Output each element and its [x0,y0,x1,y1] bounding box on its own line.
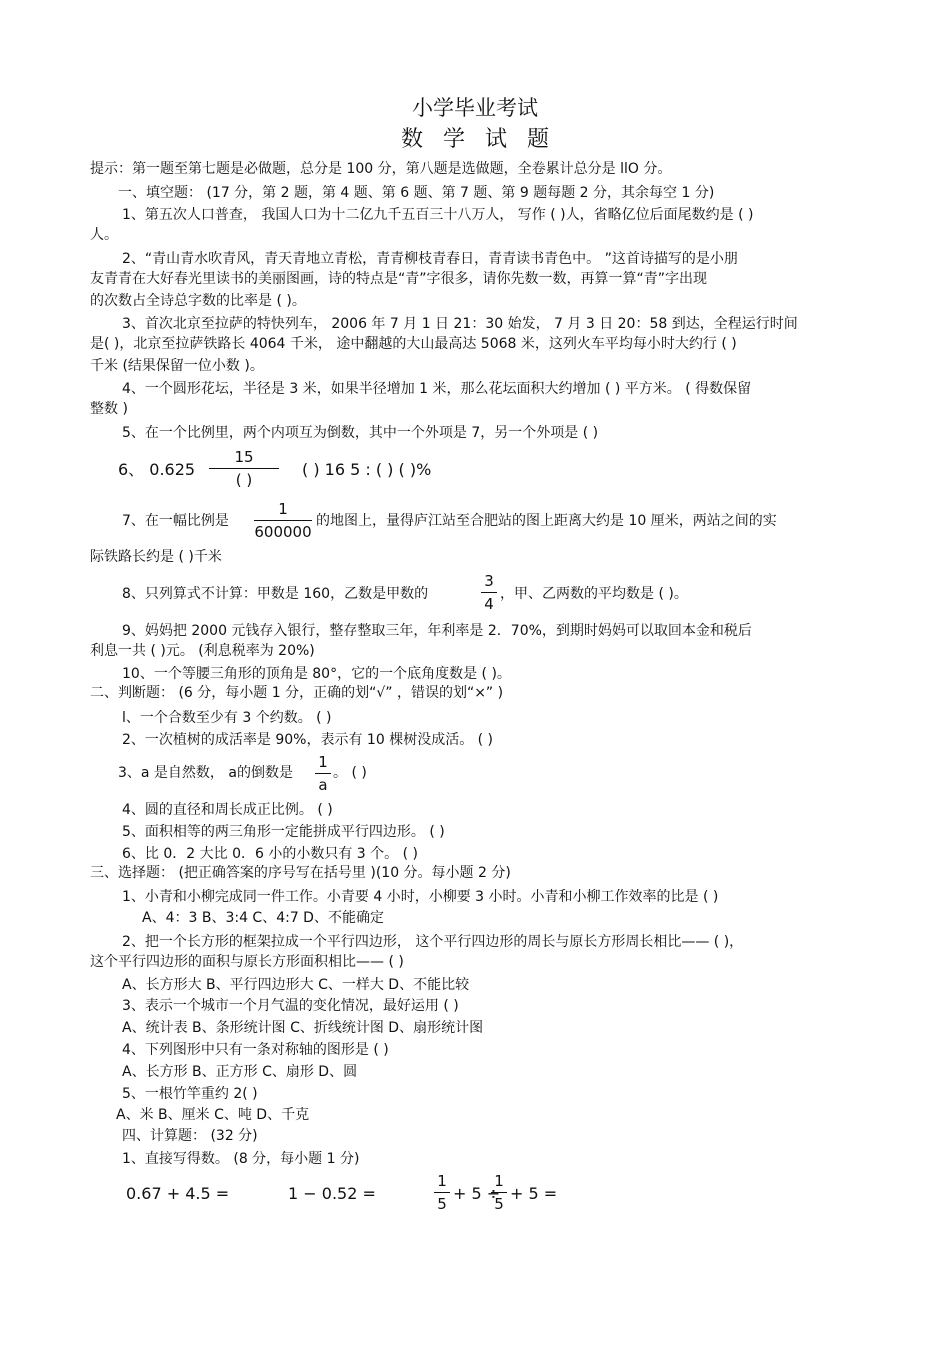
question-3-1: 1、小青和小柳完成同一件工作。小青要 4 小时，小柳要 3 小时。小青和小柳工作效率的比是 ( ) [122,889,719,905]
fraction-numerator: 3 [484,572,494,590]
question-1-1-line-2: 人。 [90,227,118,243]
question-2-6: 6、比 0．2 大比 0．6 小的小数只有 3 个。 ( ) [122,846,418,862]
question-1-9-line-1: 9、妈妈把 2000 元钱存入银行，整存整取三年，年利率是 2．70%，到期时妈妈可以取回本金和税后 [122,623,752,639]
fraction-bar [315,773,331,774]
fraction-numerator: 15 [234,448,254,466]
exam-subtitle: 数学试题 [400,127,569,152]
calc-3-fraction-1 [434,1172,450,1213]
question-1-6-fraction [209,448,279,489]
section-2-heading: 二、判断题： (6 分，每小题 1 分，正确的划“√” ，错误的划“×” ) [90,685,504,701]
question-1-2-line-1: 2、“青山青水吹青风，青天青地立青松，青青柳枝青春日，青青读书青色中。 ”这首诗描写的是小朋 [122,251,738,267]
fraction-denominator: 5 [437,1195,447,1213]
question-2-3-fraction [315,753,331,794]
calc-expression-3-middle: + 5 ÷ [453,1184,501,1203]
calc-3-fraction-2 [491,1172,507,1213]
question-3-5-options: A、米 B、厘米 C、吨 D、千克 [116,1107,310,1123]
fraction-numerator: 1 [437,1172,447,1190]
fraction-denominator: a [318,776,328,794]
section-4-heading: 四、计算题： (32 分) [122,1128,258,1144]
exam-title: 小学毕业考试 [412,96,538,120]
question-1-9-line-2: 利息一共 ( )元。 (利息税率为 20%) [90,643,315,659]
question-1-4-line-1: 4、一个圆形花坛，半径是 3 米，如果半径增加 1 米，那么花坛面积大约增加 ( ) 平方米。 ( 得数保留 [122,381,752,397]
question-1-7-fraction [254,500,312,541]
question-1-6-suffix: ( ) 16 5 : ( ) ( )% [302,460,432,479]
question-3-5: 5、一根竹竿重约 2( ) [122,1086,258,1102]
question-3-2-line-1: 2、把一个长方形的框架拉成一个平行四边形， 这个平行四边形的周长与原长方形周长相比—— ( )， [122,934,744,950]
question-4-1: 1、直接写得数。 (8 分，每小题 1 分) [122,1151,360,1167]
question-1-7-suffix: 的地图上，量得庐江站至合肥站的图上距离大约是 10 厘米，两站之间的实 [316,513,777,529]
question-1-8-prefix: 8、只列算式不计算：甲数是 160，乙数是甲数的 [122,586,429,602]
fraction-denominator: 600000 [254,523,312,541]
calc-expression-1: 0.67 + 4.5 = [126,1184,230,1203]
calc-expression-3-end: + 5 = [510,1184,558,1203]
fraction-bar [481,592,497,593]
fraction-denominator: 4 [484,595,494,613]
question-1-2-line-2: 友青青在大好春光里读书的美丽图画，诗的特点是“青”字很多，请你先数一数，再算一算“青”字出现 [90,271,708,287]
question-1-3-line-2: 是( )，北京至拉萨铁路长 4064 千米， 途中翻越的大山最高达 5068 米，这列火车平均每小时大约行 ( ) [90,336,737,352]
fraction-bar [434,1192,450,1193]
fraction-bar [491,1192,507,1193]
section-3-heading: 三、选择题： (把正确答案的序号写在括号里 )(10 分。每小题 2 分) [90,865,511,881]
question-1-5: 5、在一个比例里，两个内项互为倒数，其中一个外项是 7，另一个外项是 ( ) [122,425,599,441]
calc-expression-2: 1 − 0.52 = [288,1184,376,1203]
question-1-3-line-1: 3、首次北京至拉萨的特快列车， 2006 年 7 月 1 日 21：30 始发， 7 月 3 日 20：58 到达，全程运行时间 [122,316,798,332]
exam-note: 提示：第一题至第七题是必做题，总分是 100 分，第八题是选做题，全卷累计总分是 llO 分。 [90,161,672,177]
fraction-numerator: 1 [494,1172,504,1190]
fraction-denominator: ( ) [235,471,253,489]
question-2-4: 4、圆的直径和周长成正比例。 ( ) [122,802,333,818]
question-3-4: 4、下列图形中只有一条对称轴的图形是 ( ) [122,1042,389,1058]
question-3-4-options: A、长方形 B、正方形 C、扇形 D、圆 [122,1064,358,1080]
fraction-denominator: 5 [494,1195,504,1213]
section-1-heading: 一、填空题： (17 分，第 2 题，第 4 题、第 6 题、第 7 题、第 9 题每题 2 分，其余每空 1 分) [118,185,715,201]
question-1-1-line-1: 1、第五次人口普查， 我国人口为十二亿九千五百三十八万人， 写作 ( )人，省略亿位后面尾数约是 ( ) [122,207,754,223]
question-1-8-suffix: ，甲、乙两数的平均数是 ( )。 [500,586,688,602]
question-1-8-fraction [481,572,497,613]
question-1-7-line-2: 际铁路长约是 ( )千米 [90,549,222,565]
question-1-10: 10、一个等腰三角形的顶角是 80°，它的一个底角度数是 ( )。 [122,666,511,682]
question-3-3-options: A、统计表 B、条形统计图 C、折线统计图 D、扇形统计图 [122,1020,484,1036]
question-3-1-options: A、4：3 B、3:4 C、4:7 D、不能确定 [142,910,384,926]
question-2-5: 5、面积相等的两三角形一定能拼成平行四边形。 ( ) [122,824,445,840]
question-1-4-line-2: 整数 ) [90,401,128,417]
question-2-1: l、一个合数至少有 3 个约数。 ( ) [122,710,332,726]
fraction-bar [209,468,279,469]
question-1-6-prefix: 6、 0.625 [118,460,196,479]
question-2-2: 2、一次植树的成活率是 90%，表示有 10 棵树没成活。 ( ) [122,732,494,748]
question-1-7-prefix: 7、在一幅比例是 [122,513,229,529]
fraction-numerator: 1 [278,500,288,518]
fraction-numerator: 1 [318,753,328,771]
question-3-3: 3、表示一个城市一个月气温的变化情况，最好运用 ( ) [122,998,459,1014]
question-2-3-prefix: 3、a 是自然数， a的倒数是 [118,765,293,781]
question-1-2-line-3: 的次数占全诗总字数的比率是 ( )。 [90,293,306,309]
question-2-3-suffix: 。 ( ) [333,765,367,781]
question-3-2-line-2: 这个平行四边形的面积与原长方形面积相比—— ( ) [90,954,404,970]
question-1-3-line-3: 千米 (结果保留一位小数 )。 [90,358,264,374]
question-3-2-options: A、长方形大 B、平行四边形大 C、一样大 D、不能比较 [122,977,470,993]
fraction-bar [254,520,312,521]
